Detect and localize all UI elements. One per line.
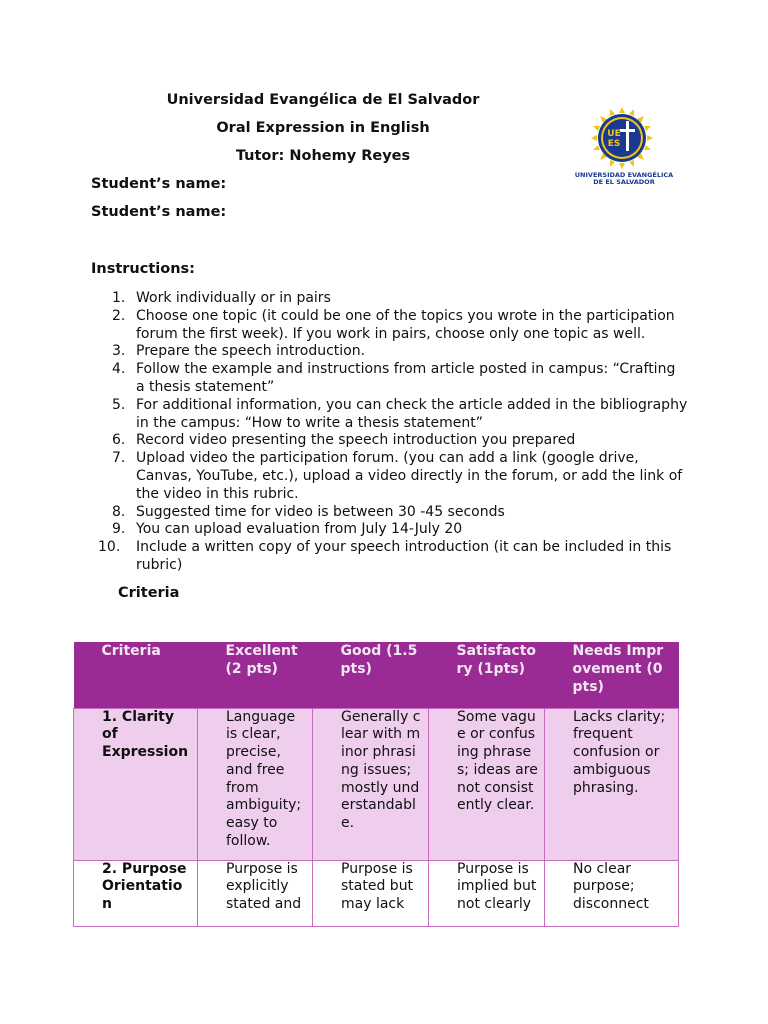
header-cell: Good (1.5 pts) (313, 642, 429, 708)
tutor-name: Tutor: Nohemy Reyes (235, 148, 411, 164)
list-item: 2. Choose one topic (it could be one of the topics you wrote in the participation forum the first week). If you work in pairs, choose only one topic as well. (112, 307, 675, 342)
list-item: 10. Include a written copy of your speech introduction (it can be included in this rubric) (98, 539, 672, 573)
table-row (74, 860, 679, 926)
header-cell: Needs Improvement (0 pts) (545, 642, 679, 708)
header-cell: Excellent (2 pts) (198, 642, 313, 708)
list-item: 4. Follow the example and instructions from article posted in campus: “Crafting a thesis statement” (112, 361, 676, 395)
table-cell: Purpose is explicitly stated and (198, 860, 313, 926)
table-cell: Lacks clarity; frequent confusion or ambiguous phrasing. (545, 708, 679, 860)
table-cell: Some vague or confusing phrases; ideas are not consistently clear. (429, 708, 545, 860)
table-row (74, 708, 679, 860)
logo-acronym-top: UE (607, 129, 621, 139)
table-cell: Language is clear, precise, and free from ambiguity; easy to follow. (198, 708, 313, 860)
criterion-cell: 2. Purpose Orientation (74, 860, 198, 926)
university-name: Universidad Evangélica de El Salvador (166, 92, 480, 108)
student-name-label: Student’s name: (91, 204, 227, 220)
logo-acronym-bottom: ES (607, 139, 621, 149)
logo-caption-line2: DE EL SALVADOR (593, 178, 655, 186)
rubric-header-row (74, 642, 679, 708)
list-item: 9. You can upload evaluation from July 14-July 20 (112, 521, 463, 538)
list-item: 6. Record video presenting the speech introduction you prepared (112, 432, 576, 449)
student-name-label: Student’s name: (91, 176, 227, 192)
university-logo (572, 106, 676, 190)
instructions-label: Instructions: (91, 261, 195, 277)
rubric-table (73, 642, 679, 927)
list-item: 5. For additional information, you can check the article added in the bibliography in the campus: “How to write a thesis statement” (112, 396, 688, 431)
university-seal-icon (572, 106, 676, 172)
logo-caption-line1: UNIVERSIDAD EVANGÉLICA (574, 171, 674, 179)
list-item: 7. Upload video the participation forum. (you can add a link (google drive, Canvas, YouTube, etc.), upload a video directly in the forum, or add the link of the video in this rubric. (112, 450, 683, 502)
table-cell: Purpose is stated but may lack (313, 860, 429, 926)
list-item: 3. Prepare the speech introduction. (112, 343, 366, 360)
table-cell: Purpose is implied but not clearly (429, 860, 545, 926)
table-cell: No clear purpose; disconnect (545, 860, 679, 926)
header-cell: Criteria (74, 642, 198, 708)
list-item: 8. Suggested time for video is between 30 -45 seconds (112, 503, 505, 520)
criteria-heading: Criteria (118, 585, 180, 601)
list-item: 1. Work individually or in pairs (112, 290, 331, 306)
criterion-cell: 1. Clarity of Expression (74, 708, 198, 860)
table-cell: Generally clear with minor phrasing issues; mostly understandable. (313, 708, 429, 860)
course-title: Oral Expression in English (216, 120, 430, 136)
header-cell: Satisfactory (1pts) (429, 642, 545, 708)
instructions-list (98, 290, 688, 575)
